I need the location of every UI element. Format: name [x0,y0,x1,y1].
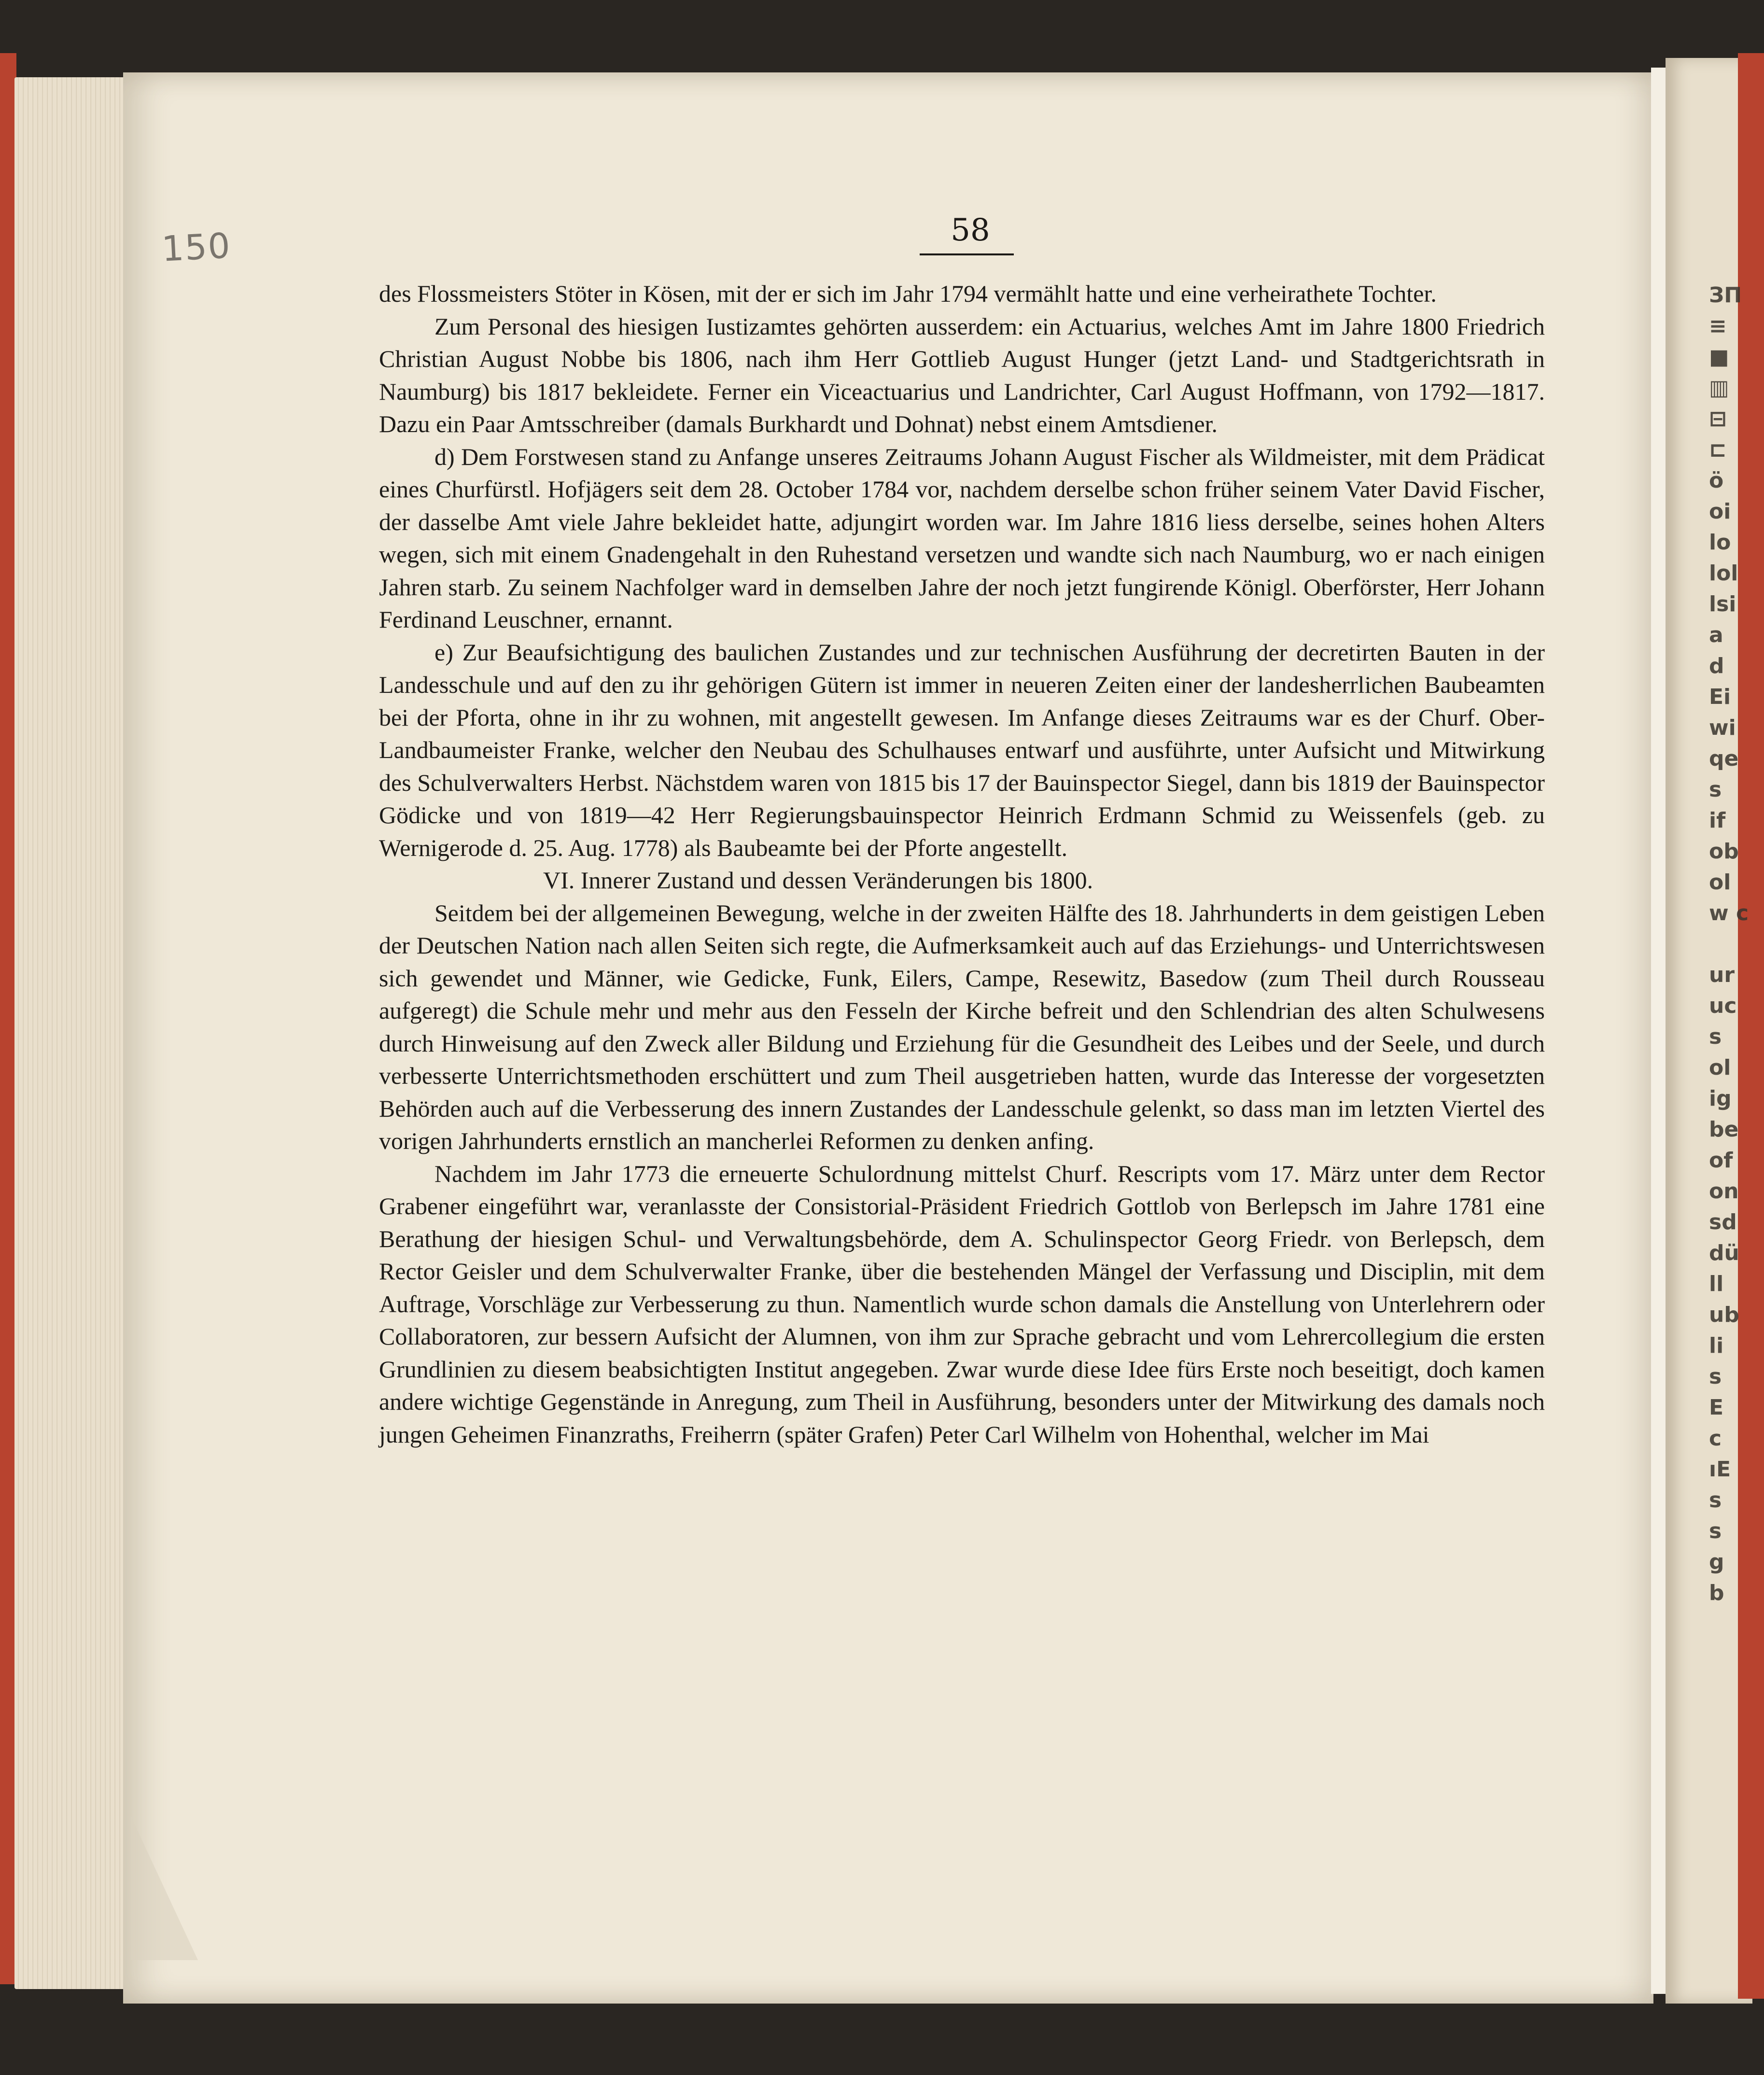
facing-page-fragment-line: g [1709,1550,1724,1574]
facing-page-fragment-line: ЗП [1709,283,1742,308]
facing-page-fragment-line: w c [1709,901,1749,925]
facing-page-fragment-line: s [1709,777,1722,802]
facing-page-fragment-line: s [1709,1364,1722,1389]
pencil-folio-mark: 150 [160,225,232,269]
facing-page-fragment-line: on [1709,1179,1739,1204]
facing-page-fragment-line: s [1709,1488,1722,1513]
facing-page-fragment-line: a [1709,623,1723,647]
facing-page-fragment-line: ■ [1709,345,1729,369]
facing-page-fragment-line: s [1709,1024,1722,1049]
paragraph: des Flossmeisters Stöter in Kösen, mit der er sich im Jahr 1794 vermählt hatte und eine verheirathete Tochter. [379,280,1437,307]
section-heading: VI. Innerer Zustand und dessen Veränderungen bis 1800. [543,867,1093,894]
page-number-rule [920,253,1014,255]
facing-page-fragment-line: ⊏ [1709,437,1727,462]
facing-page-fragment-line: ≡ [1709,314,1727,338]
book-edge-left [0,53,16,1984]
facing-page-fragment-line: E [1709,1395,1724,1420]
facing-page-fragment-line: ol [1709,1055,1731,1080]
facing-page-fragment-line: wi [1709,715,1736,740]
facing-page-fragment-line: li [1709,1333,1724,1358]
facing-page-fragment-line: ö [1709,468,1724,493]
facing-page-fragment-line: ur [1709,963,1735,987]
facing-page-fragment-line [1709,929,1752,960]
paragraph: e) Zur Beaufsichtigung des baulichen Zustandes und zur technischen Ausführung der decretirten Bauten in der Landesschule und auf den zu ihr gehörigen Gütern ist immer in neueren Zeiten einer der landesherrlichen Baubeamten bei der Pforta, ohne in ihr zu wohnen, mit angestellt gewesen. Im Anfange dieses Zeitraums war es der Churf. Ober-Landbaumeister Franke, welcher den Neubau des Schulhauses entwarf und ausführte, unter Aufsicht und Mitwirkung des Schulverwalters Herbst. Nächstdem waren von 1815 bis 17 der Bauinspector Siegel, dann bis 1819 der Bauinspector Gödicke und von 1819—42 Herr Regierungsbauinspector Heinrich Erdmann Schmid zu Weissenfels (geb. zu Wernigerode d. 25. Aug. 1778) als Baubeamte bei der Pforte angestellt. [379,638,1545,861]
facing-page-fragment-line: ob [1709,839,1739,864]
paragraph: Nachdem im Jahr 1773 die erneuerte Schulordnung mittelst Churf. Rescripts vom 17. März unter dem Rector Grabener eingeführt war, veranlasste der Consistorial-Präsident Friedrich Gottlob von Berlepsch im Jahre 1781 eine Berathung der hiesigen Schul- und Verwaltungsbehörde, dem A. Schulinspector Georg Friedr. von Berlepsch, dem Rector Geisler und dem Schulverwalter Franke, über die bestehenden Mängel der Verfassung und Disciplin, mit dem Auftrage, Vorschläge zur Verbesserung zu thun. Namentlich wurde schon damals die Anstellung von Unterlehrern oder Collaboratoren, zur bessern Aufsicht der Alumnen, von ihm zur Sprache gebracht und vom Lehrercollegium die ersten Grundlinien zu diesem beabsichtigten Institut angegeben. Zwar wurde diese Idee fürs Erste noch beseitigt, doch kamen andere wichtige Gegenstände in Anregung, zum Theil in Ausführung, besonders unter der Mitwirkung des damals noch jungen Geheimen Finanzraths, Freiherrn (später Grafen) Peter Carl Wilhelm von Hohenthal, welcher im Mai [379,1160,1545,1448]
facing-page-fragment-line: lol [1709,561,1738,586]
facing-page-fragment-line: ıE [1709,1457,1731,1482]
body-text [379,278,1545,1451]
facing-page-fragment-line: ub [1709,1303,1739,1327]
facing-page-fragment-line: be [1709,1117,1739,1142]
facing-page-fragment-line: Ei [1709,685,1731,709]
facing-page-fragment-line: ▥ [1709,376,1729,400]
paragraph: Seitdem bei der allgemeinen Bewegung, welche in der zweiten Hälfte des 18. Jahrhunderts in dem geistigen Leben der Deutschen Nation nach allen Seiten sich regte, die Aufmerksamkeit auch auf das Erziehungs- und Unterrichtswesen sich gewendet und Männer, wie Gedicke, Funk, Eilers, Campe, Resewitz, Basedow (zum Theil durch Rousseau aufgeregt) die Schule mehr und mehr aus den Fesseln der Kirche befreit und den Schlendrian des alten Schulwesens durch Hinweisung auf den Zweck aller Bildung und Erziehung für die Gesundheit des Leibes und der Seele, und durch verbesserte Unterrichtsmethoden erschüttert und zum Theil ausgetrieben hatten, wurde das Interesse der vorgesetzten Behörden auch auf die Verbesserung des innern Zustandes der Landesschule gelenkt, so dass man im letzten Viertel des vorigen Jahrhunderts ernstlich an mancherlei Reformen zu denken anfing. [379,899,1545,1154]
facing-page-fragment-line: ig [1709,1086,1732,1111]
facing-page-fragment-line: c [1709,1426,1722,1451]
facing-page-fragment-line: if [1709,808,1726,833]
facing-page-fragment-line: d [1709,654,1724,678]
facing-page-fragment-line: uc [1709,994,1737,1018]
facing-page-fragment-line: oi [1709,499,1731,524]
page-number: 58 [951,212,990,248]
paragraph: Zum Personal des hiesigen Iustizamtes gehörten ausserdem: ein Actuarius, welches Amt im Jahre 1800 Friedrich Christian August Nobbe bis 1806, nach ihm Herr Gottlieb August Hunger (jetzt Land- und Stadtgerichtsrath in Naumburg) bis 1817 bekleidete. Ferner ein Viceactuarius und Landrichter, Carl August Hoffmann, von 1792—1817. Dazu ein Paar Amtsschreiber (damals Burkhardt und Dohnat) nebst einem Amtsdiener. [379,312,1545,437]
facing-page-fragment-line: b [1709,1581,1724,1605]
facing-page-fragment-line: ⊟ [1709,407,1727,431]
facing-page-text-fragments [1709,280,1752,1609]
facing-page-fragment-line: sd [1709,1210,1737,1234]
facing-page-fragment-line: qe [1709,746,1739,771]
facing-page-fragment-line: s [1709,1519,1722,1543]
facing-page-fragment-line: of [1709,1148,1733,1173]
facing-page-fragment-line: ll [1709,1272,1724,1296]
facing-page-fragment-line: ol [1709,870,1731,895]
page-edge-right [1651,68,1666,1994]
paragraph: d) Dem Forstwesen stand zu Anfange unseres Zeitraums Johann August Fischer als Wildmeister, mit dem Prädicat eines Churfürstl. Hofjägers seit dem 28. October 1784 vor, nachdem derselbe schon früher seinem Vater David Fischer, der dasselbe Amt viele Jahre bekleidet hatte, adjungirt worden war. Im Jahre 1816 liess derselbe, seines hohen Alters wegen, sich mit einem Gnadengehalt in den Ruhestand versetzen und wandte sich nach Naumburg, wo er nach einigen Jahren starb. Zu seinem Nachfolger ward in demselben Jahre der noch jetzt fungirende Königl. Oberförster, Herr Johann Ferdinand Leuschner, ernannt. [379,443,1545,633]
page-stack-left [14,77,126,1989]
facing-page-fragment-line: lsi [1709,592,1736,617]
page-corner-shadow [130,1815,198,1960]
facing-page-fragment-line: lo [1709,530,1731,555]
facing-page-fragment-line: dü [1709,1241,1739,1265]
